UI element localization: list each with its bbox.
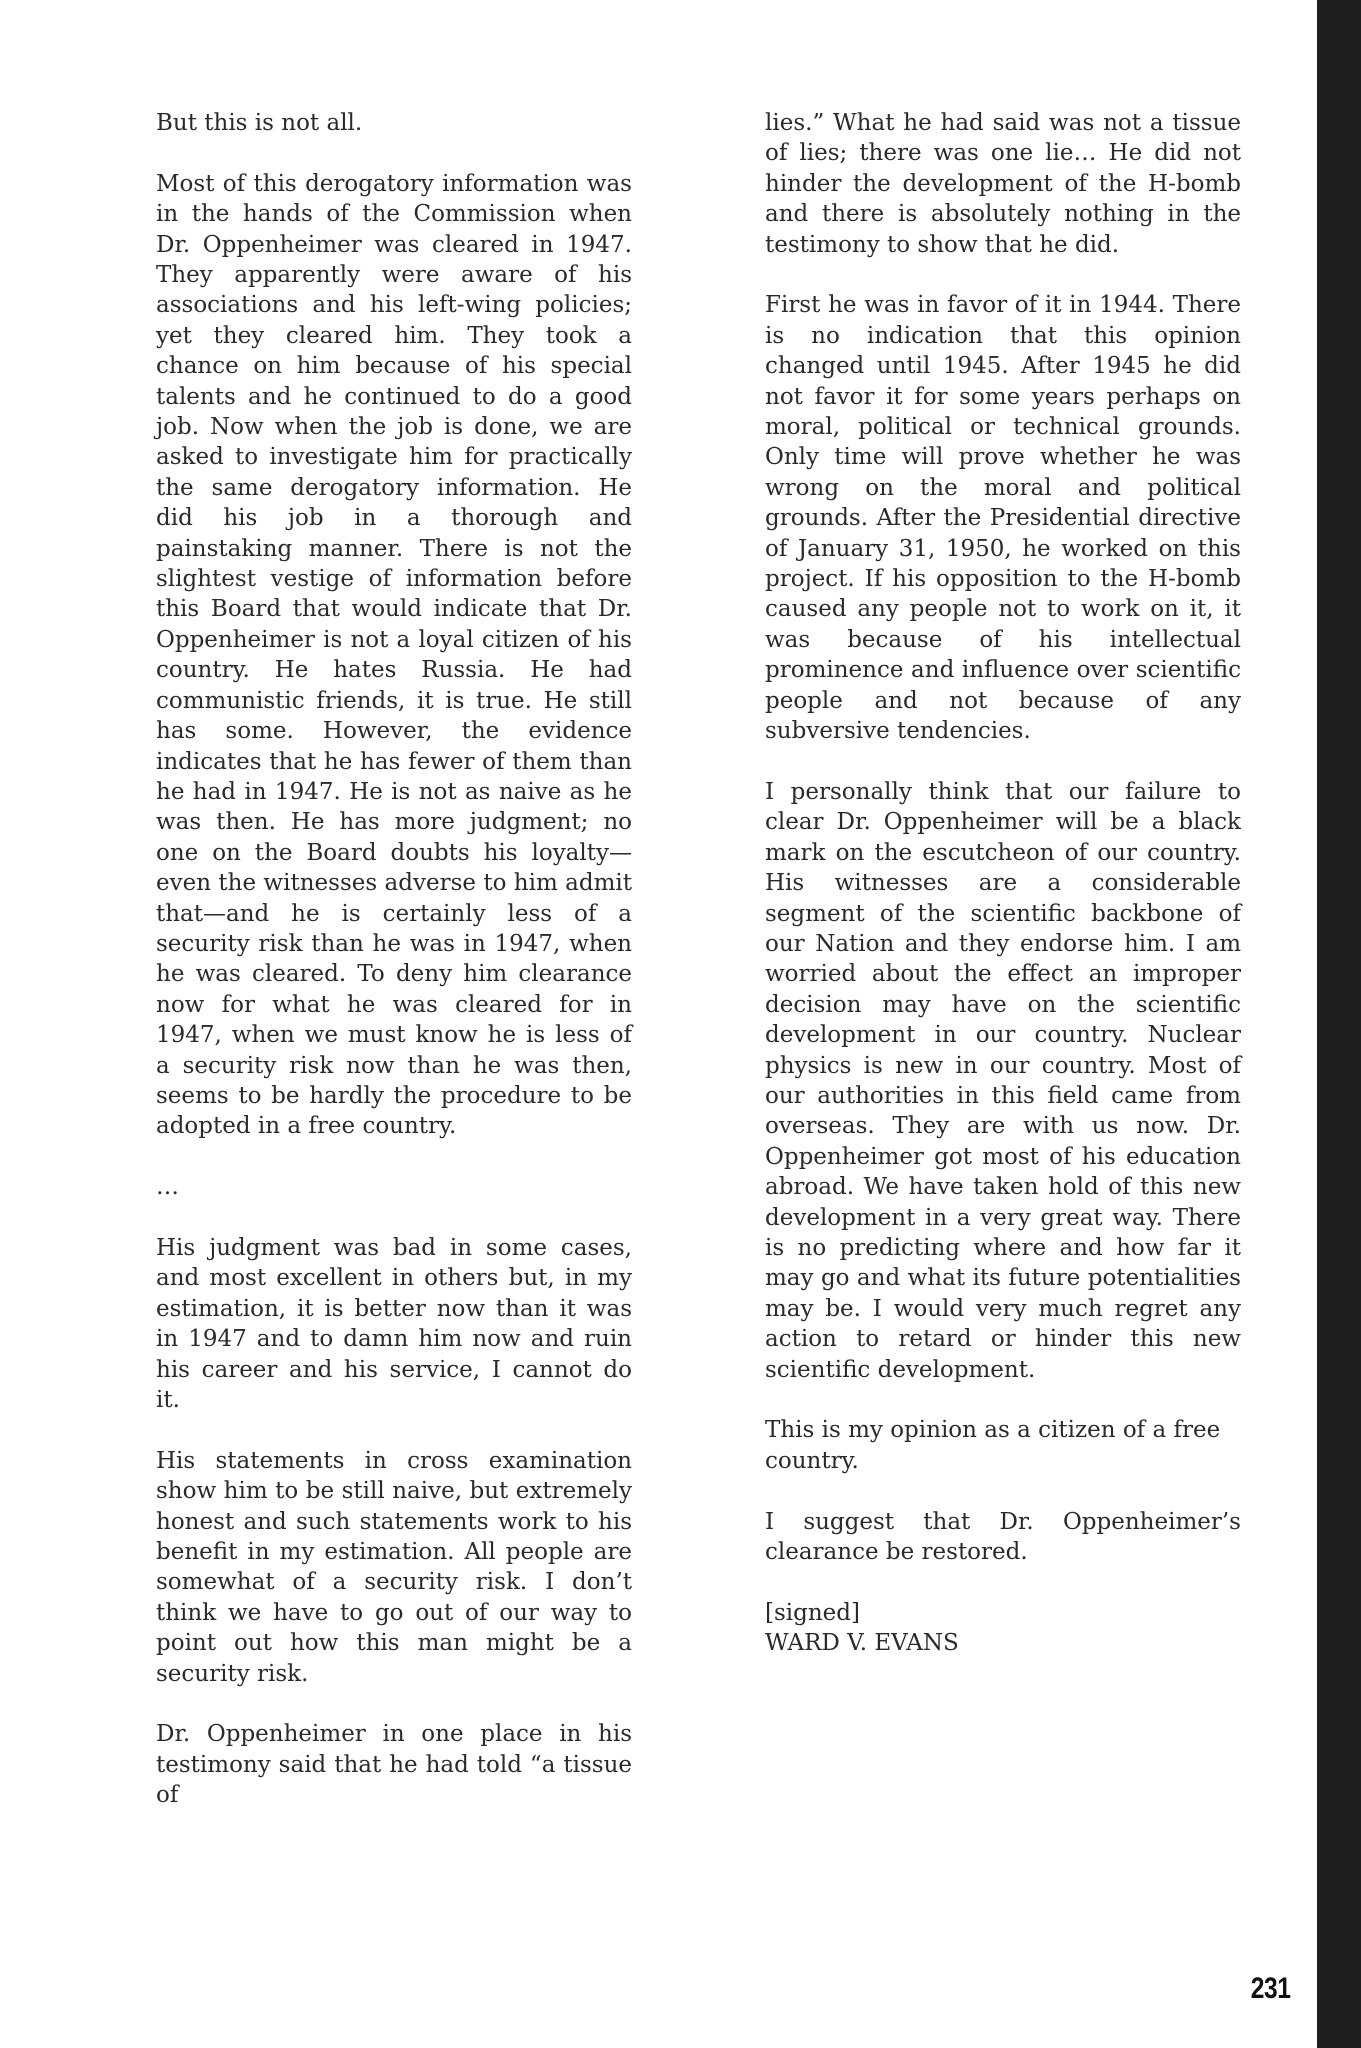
signature-block (765, 1598, 1241, 1659)
ellipsis-break: … (156, 1174, 179, 1201)
paragraph: His statements in cross examination show him to be still naive, but extremely honest and such statements work to his benefit in my estimation. All people are somewhat of a security risk. I don’t think we have to go out of our way to point out how this man might be a security risk. (156, 1447, 632, 1687)
left-column (156, 108, 632, 1841)
paragraph: But this is not all. (156, 110, 363, 136)
paragraph: I suggest that Dr. Oppenheimer’s clearance be restored. (765, 1508, 1241, 1566)
paragraph: First he was in favor of it in 1944. There is no indication that this opinion changed until 1945. After 1945 he did not favor it for some years perhaps on moral, political or technical grounds. Only time will prove whether he was wrong on the moral and political grounds. After the Presidential directive of January 31, 1950, he worked on this project. If his opposition to the H-bomb caused any people not to work on it, it was because of his intellectual prominence and influence over scientific people and not because of any subversive tendencies. (765, 292, 1241, 745)
paragraph: His judgment was bad in some cases, and most excellent in others but, in my estimation, it is better now than it was in 1947 and to damn him now and ruin his career and his service, I cannot do it. (156, 1234, 632, 1414)
paragraph: Most of this derogatory information was in the hands of the Commission when Dr. Oppenheimer was cleared in 1947. They apparently were aware of his associations and his left-wing policies; yet they cleared him. They took a chance on him because of his special talents and he continued to do a good job. Now when the job is done, we are asked to investigate him for practically the same derogatory information. He did his job in a thorough and painstaking manner. There is not the slightest vestige of information before this Board that would indicate that Dr. Oppenheimer is not a loyal citizen of his country. He hates Russia. He had communistic friends, it is true. He still has some. However, the evidence indicates that he has fewer of them than he had in 1947. He is not as naive as he was then. He has more judgment; no one on the Board doubts his loyalty—even the witnesses adverse to him admit that—and he is certainly less of a security risk than he was in 1947, when he was cleared. To deny him clearance now for what he was cleared for in 1947, when we must know he is less of a security risk now than he was then, seems to be hardly the procedure to be adopted in a free country. (156, 170, 632, 1140)
paragraph: Dr. Oppenheimer in one place in his testimony said that he had told “a tissue of (156, 1721, 632, 1809)
paragraph: lies.” What he had said was not a tissue of lies; there was one lie… He did not hinder the development of the H-bomb and there is absolutely nothing in the testimony to show that he did. (765, 110, 1241, 258)
signatory-name: WARD V. EVANS (765, 1630, 959, 1657)
page-number: 231 (1251, 1972, 1291, 2005)
page-edge-bar (1317, 0, 1361, 2048)
signed-label: [signed] (765, 1599, 860, 1626)
right-column (765, 108, 1241, 1689)
paragraph: This is my opinion as a citizen of a free country. (765, 1417, 1221, 1474)
paragraph: I personally think that our failure to clear Dr. Oppenheimer will be a black mark on the escutcheon of our country. His witnesses are a considerable segment of the scientific backbone of our Nation and they endorse him. I am worried about the effect an improper decision may have on the scientific development in our country. Nuclear physics is new in our country. Most of our authorities in this field came from overseas. They are with us now. Dr. Oppenheimer got most of his education abroad. We have taken hold of this new development in a very great way. There is no predicting where and how far it may go and what its future potentialities may be. I would very much regret any action to retard or hinder this new scientific development. (765, 778, 1241, 1383)
